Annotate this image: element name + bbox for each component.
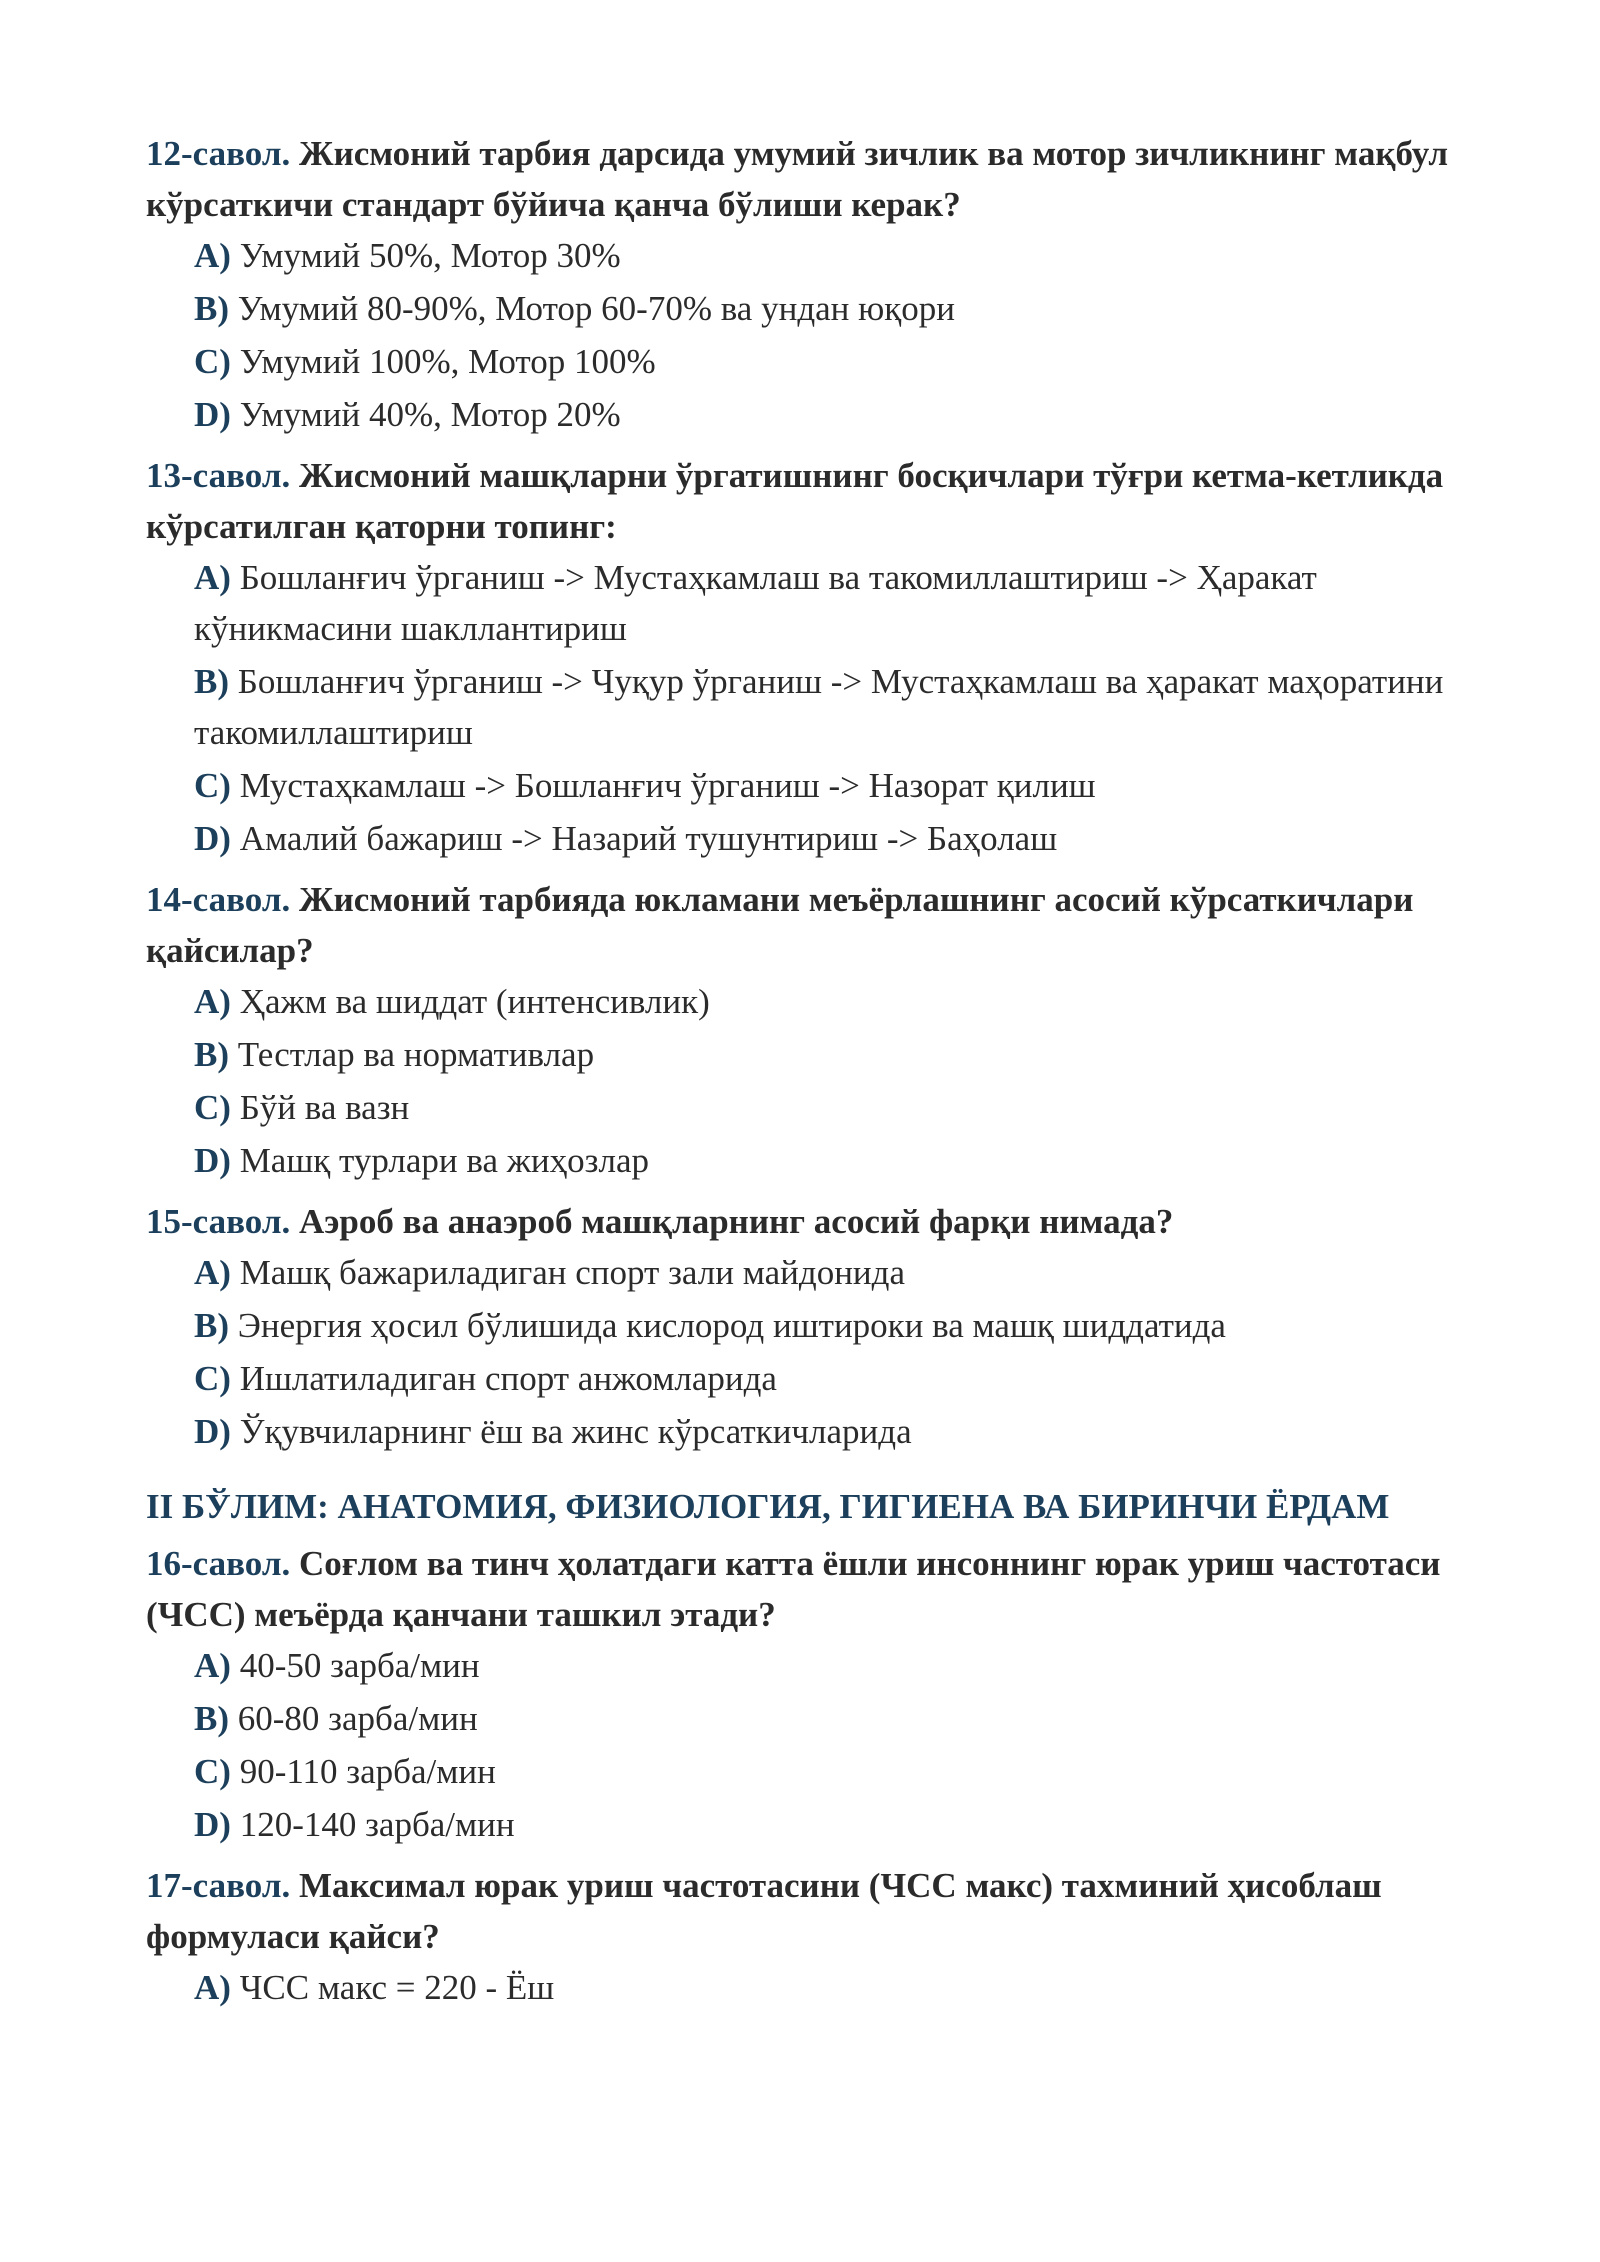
question — [146, 128, 1476, 440]
option-text: Умумий 50%, Мотор 30% — [239, 236, 621, 275]
option-letter: A) — [194, 982, 231, 1021]
answer-options — [146, 1962, 1476, 2013]
option-text: Тестлар ва нормативлар — [237, 1035, 595, 1074]
answer-option — [194, 1353, 1476, 1404]
answer-option — [194, 552, 1476, 654]
question-text: Аэроб ва анаэроб машқларнинг асосий фарқи нимада? — [298, 1202, 1174, 1241]
answer-option — [194, 1300, 1476, 1351]
question-title — [146, 1860, 1476, 1962]
answer-option — [194, 1693, 1476, 1744]
option-letter: C) — [194, 1359, 231, 1398]
question-text: Максимал юрак уриш частотасини (ЧСС макс) тахминий ҳисоблаш формуласи қайси? — [146, 1866, 1382, 1956]
question-title — [146, 1196, 1476, 1247]
option-text: Машқ бажариладиган спорт зали майдонида — [239, 1253, 905, 1292]
answer-option — [194, 336, 1476, 387]
question — [146, 874, 1476, 1186]
answer-option — [194, 283, 1476, 334]
question-title — [146, 450, 1476, 552]
answer-options — [146, 1247, 1476, 1457]
answer-option — [194, 1406, 1476, 1457]
option-text: ЧСС макс = 220 - Ёш — [239, 1968, 555, 2007]
question-number: 14-савол. — [146, 880, 291, 919]
option-letter: A) — [194, 558, 231, 597]
option-letter: D) — [194, 819, 231, 858]
answer-option — [194, 1799, 1476, 1850]
option-letter: A) — [194, 236, 231, 275]
option-letter: D) — [194, 1805, 231, 1844]
answer-option — [194, 976, 1476, 1027]
option-letter: B) — [194, 662, 229, 701]
option-text: 90-110 зарба/мин — [239, 1752, 496, 1791]
answer-option — [194, 389, 1476, 440]
question-number: 17-савол. — [146, 1866, 291, 1905]
question-title — [146, 1538, 1476, 1640]
question-title — [146, 874, 1476, 976]
question-text: Соғлом ва тинч ҳолатдаги катта ёшли инсоннинг юрак уриш частотаси (ЧСС) меъёрда қанчани ташкил этади? — [146, 1544, 1441, 1634]
option-text: Мустаҳкамлаш -> Бошланғич ўрганиш -> Назорат қилиш — [239, 766, 1096, 805]
option-text: 60-80 зарба/мин — [237, 1699, 478, 1738]
option-text: Энергия ҳосил бўлишида кислород иштироки ва машқ шиддатида — [237, 1306, 1226, 1345]
option-text: Ўқувчиларнинг ёш ва жинс кўрсаткичларида — [239, 1412, 912, 1451]
section-heading: II БЎЛИМ: АНАТОМИЯ, ФИЗИОЛОГИЯ, ГИГИЕНА ВА БИРИНЧИ ЁРДАМ — [146, 1487, 1390, 1526]
option-text: Ҳажм ва шиддат (интенсивлик) — [239, 982, 710, 1021]
answer-options — [146, 1640, 1476, 1850]
option-letter: C) — [194, 766, 231, 805]
option-letter: A) — [194, 1646, 231, 1685]
answer-options — [146, 230, 1476, 440]
answer-option — [194, 1135, 1476, 1186]
option-letter: B) — [194, 1699, 229, 1738]
option-text: Бошланғич ўрганиш -> Мустаҳкамлаш ва такомиллаштириш -> Ҳаракат кўникмасини шакллантириш — [194, 558, 1317, 648]
option-text: Бошланғич ўрганиш -> Чуқур ўрганиш -> Мустаҳкамлаш ва ҳаракат маҳоратини такомиллаштириш — [194, 662, 1444, 752]
option-letter: D) — [194, 395, 231, 434]
question — [146, 1538, 1476, 1850]
answer-option — [194, 656, 1476, 758]
option-letter: C) — [194, 1752, 231, 1791]
answer-options — [146, 976, 1476, 1186]
option-text: Машқ турлари ва жиҳозлар — [239, 1141, 649, 1180]
answer-option — [194, 1746, 1476, 1797]
answer-option — [194, 1640, 1476, 1691]
question-number: 12-савол. — [146, 134, 291, 173]
option-letter: D) — [194, 1141, 231, 1180]
option-text: Бўй ва вазн — [239, 1088, 410, 1127]
option-text: Умумий 40%, Мотор 20% — [239, 395, 621, 434]
question-list-part-1 — [146, 128, 1476, 1457]
question-number: 15-савол. — [146, 1202, 291, 1241]
answer-option — [194, 1962, 1476, 2013]
option-letter: C) — [194, 342, 231, 381]
question-list-part-2 — [146, 1538, 1476, 2013]
option-letter: A) — [194, 1253, 231, 1292]
quiz-page — [146, 128, 1476, 2023]
answer-option — [194, 760, 1476, 811]
option-text: Ишлатиладиган спорт анжомларида — [239, 1359, 777, 1398]
answer-option — [194, 813, 1476, 864]
question — [146, 1196, 1476, 1457]
question — [146, 450, 1476, 864]
question — [146, 1860, 1476, 2013]
option-letter: D) — [194, 1412, 231, 1451]
question-number: 13-савол. — [146, 456, 291, 495]
option-letter: B) — [194, 1035, 229, 1074]
option-text: Амалий бажариш -> Назарий тушунтириш -> Баҳолаш — [239, 819, 1058, 858]
question-text: Жисмоний тарбия дарсида умумий зичлик ва мотор зичликнинг мақбул кўрсаткичи стандарт бўйича қанча бўлиши керак? — [146, 134, 1448, 224]
question-title — [146, 128, 1476, 230]
option-letter: A) — [194, 1968, 231, 2007]
option-letter: B) — [194, 289, 229, 328]
option-letter: B) — [194, 1306, 229, 1345]
answer-options — [146, 552, 1476, 864]
option-text: Умумий 80-90%, Мотор 60-70% ва ундан юқори — [237, 289, 956, 328]
option-text: 120-140 зарба/мин — [239, 1805, 515, 1844]
question-text: Жисмоний тарбияда юкламани меъёрлашнинг асосий кўрсаткичлари қайсилар? — [146, 880, 1414, 970]
question-text: Жисмоний машқларни ўргатишнинг босқичлари тўғри кетма-кетликда кўрсатилган қаторни топинг: — [146, 456, 1444, 546]
answer-option — [194, 1082, 1476, 1133]
answer-option — [194, 230, 1476, 281]
option-text: Умумий 100%, Мотор 100% — [239, 342, 656, 381]
option-text: 40-50 зарба/мин — [239, 1646, 480, 1685]
answer-option — [194, 1029, 1476, 1080]
question-number: 16-савол. — [146, 1544, 291, 1583]
answer-option — [194, 1247, 1476, 1298]
option-letter: C) — [194, 1088, 231, 1127]
